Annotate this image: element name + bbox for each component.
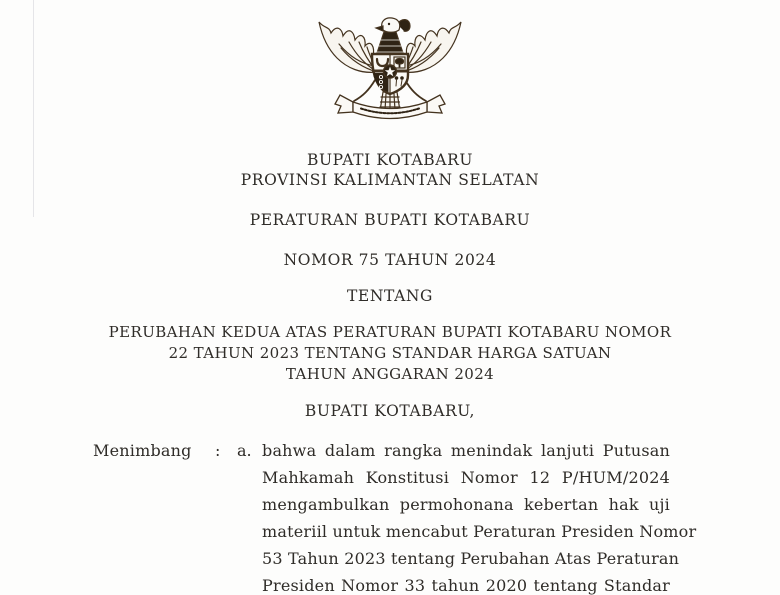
menimbang-item-line: Presiden Nomor 33 tahun 2020 tentang Standar xyxy=(262,576,670,595)
menimbang-item-line: bahwa dalam rangka menindak lanjuti Putusan xyxy=(262,441,670,460)
regulation-subject-line: PERUBAHAN KEDUA ATAS PERATURAN BUPATI KOTABARU NOMOR xyxy=(108,323,672,341)
menimbang-item-line: materiil untuk mencabut Peraturan Presiden Nomor xyxy=(262,522,697,541)
header-office: BUPATI KOTABARU xyxy=(306,151,474,169)
regulation-subject-line: TAHUN ANGGARAN 2024 xyxy=(285,365,495,383)
menimbang-item-line: 53 Tahun 2023 tentang Perubahan Atas Peraturan xyxy=(262,549,680,568)
regulation-number: NOMOR 75 TAHUN 2024 xyxy=(283,251,497,269)
about-label: TENTANG xyxy=(346,287,434,305)
menimbang-section xyxy=(93,437,780,595)
garuda-pancasila-emblem xyxy=(315,14,465,132)
regulation-doc-type: PERATURAN BUPATI KOTABARU xyxy=(249,211,531,229)
menimbang-item-line: mengambulkan permohonana kebertan hak uji xyxy=(262,495,670,514)
garuda-emblem-icon xyxy=(315,14,465,132)
menimbang-item-line: Mahkamah Konstitusi Nomor 12 P/HUM/2024 xyxy=(262,468,670,487)
issuer-salutation: BUPATI KOTABARU, xyxy=(304,402,476,420)
regulation-subject-line: 22 TAHUN 2023 TENTANG STANDAR HARGA SATUAN xyxy=(168,344,612,362)
menimbang-item-text xyxy=(262,437,697,595)
menimbang-label: Menimbang xyxy=(93,441,192,460)
header-province: PROVINSI KALIMANTAN SELATAN xyxy=(240,171,540,189)
menimbang-item-letter: a. xyxy=(237,441,252,460)
menimbang-separator: : xyxy=(215,441,221,460)
regulation-subject xyxy=(0,322,780,385)
scan-artifact-line xyxy=(33,0,34,217)
